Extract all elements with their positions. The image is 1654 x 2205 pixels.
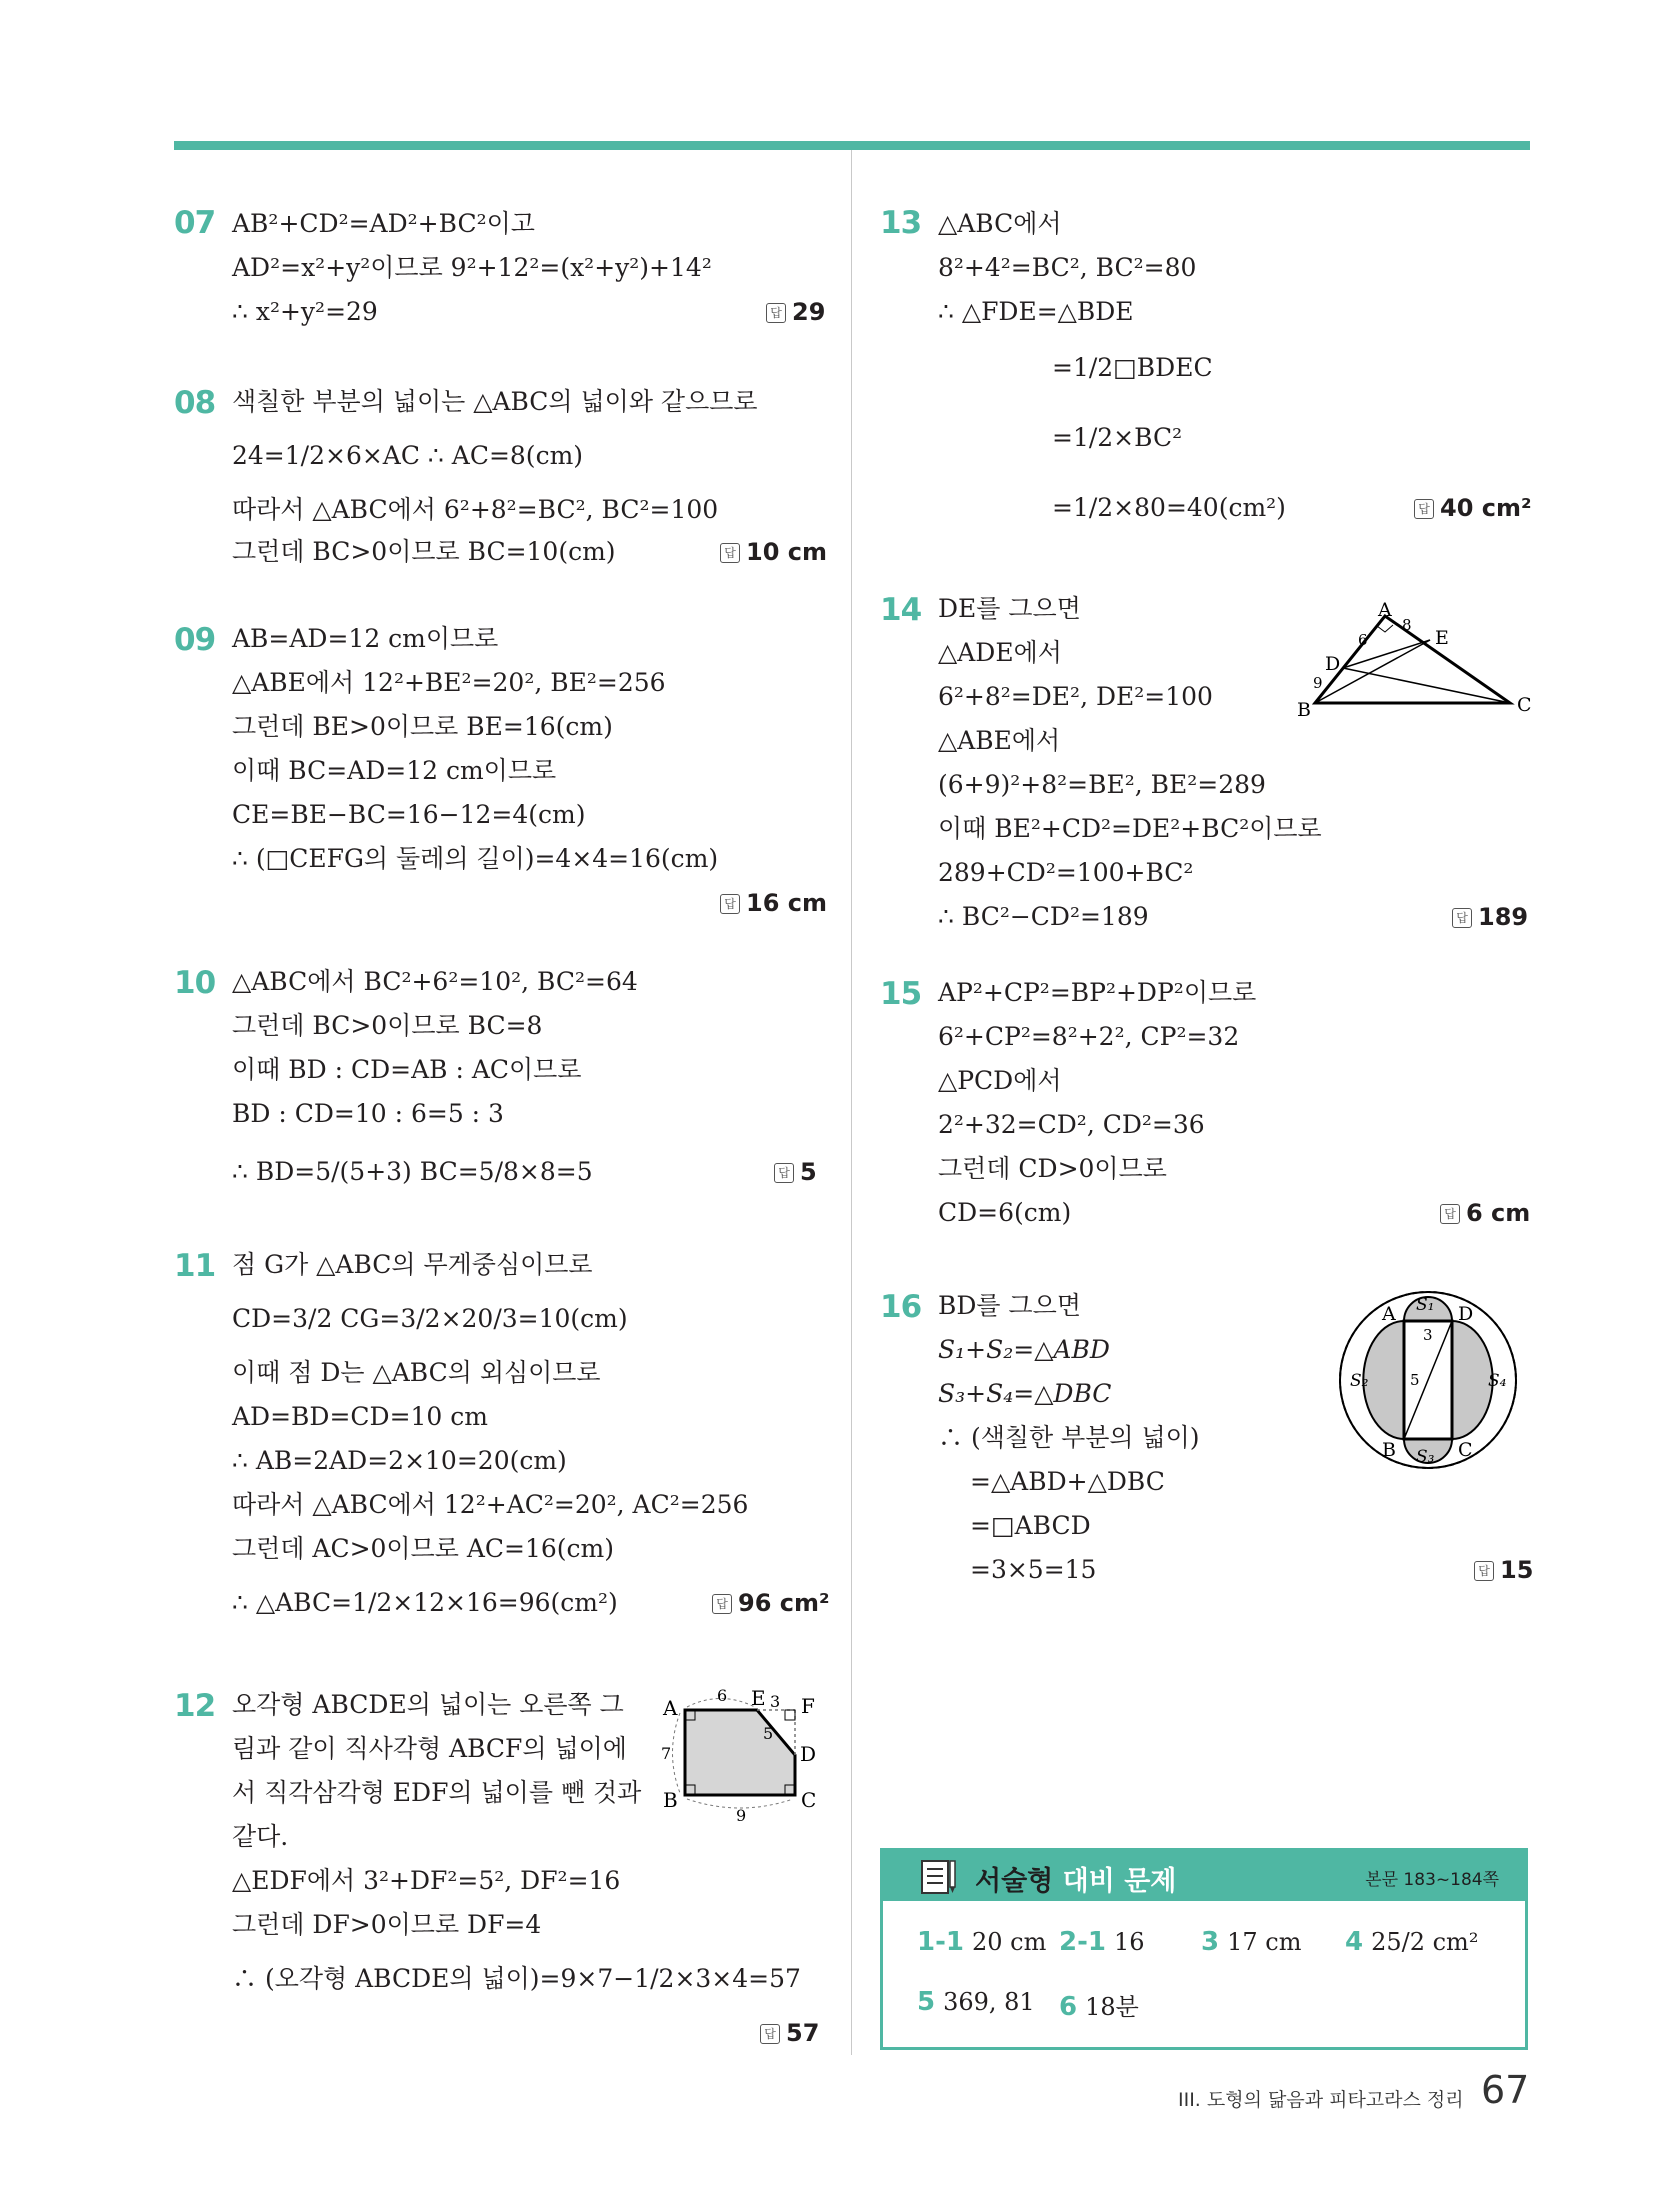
solution-line: △ABE에서	[938, 726, 1061, 755]
problem-number: 14	[880, 592, 922, 628]
solution-line: 그런데 BC>0이므로 BC=10(cm)	[232, 537, 616, 566]
problem-number: 09	[174, 622, 216, 658]
solution-line: 그런데 BC>0이므로 BC=8	[232, 1011, 543, 1040]
solution-line: △EDF에서 3²+DF²=5², DF²=16	[232, 1866, 621, 1895]
solution-line: =1/2×BC²	[1052, 423, 1183, 452]
problem-number: 15	[880, 976, 922, 1012]
solution-line: 그런데 CD>0이므로	[938, 1154, 1167, 1183]
solution-line: 점 G가 △ABC의 무게중심이므로	[232, 1250, 593, 1279]
solution-line: AD²=x²+y²이므로 9²+12²=(x²+y²)+14²	[232, 253, 712, 282]
solution-line: ∴ (색칠한 부분의 넓이)	[938, 1423, 1200, 1452]
solution-line: AB=AD=12 cm이므로	[232, 624, 499, 653]
fig12-length: 3	[770, 1692, 781, 1711]
solution-line: AB²+CD²=AD²+BC²이고	[232, 209, 535, 238]
fig14-length: 8	[1402, 616, 1412, 634]
solution-line: S₁+S₂=△ABD	[938, 1335, 1110, 1364]
answer-mark-icon: 답	[774, 1163, 794, 1183]
solution-line: 289+CD²=100+BC²	[938, 858, 1194, 887]
solution-line: ∴ △FDE=△BDE	[938, 297, 1134, 326]
solution-line: ∴ BD=5/(5+3) BC=5/8×8=5	[232, 1157, 593, 1186]
answer	[760, 2018, 819, 2048]
fig16-length: 3	[1423, 1326, 1433, 1344]
problem-number: 08	[174, 385, 216, 421]
solution-line: =3×5=15	[970, 1555, 1097, 1584]
essay-answer-item	[1059, 1987, 1139, 2022]
fig14-label: B	[1297, 699, 1311, 721]
essay-page-ref: 본문 183~184쪽	[1365, 1870, 1499, 1890]
answer	[766, 297, 825, 327]
figure-16-circles	[1330, 1280, 1530, 1480]
solution-line: CE=BE−BC=16−12=4(cm)	[232, 800, 586, 829]
solution-line: AD=BD=CD=10 cm	[232, 1402, 488, 1431]
solution-line: CD=3/2 CG=3/2×20/3=10(cm)	[232, 1304, 628, 1333]
fig12-label: F	[801, 1694, 815, 1718]
solution-line: =□ABCD	[970, 1511, 1091, 1540]
fig14-label: D	[1325, 653, 1341, 675]
answer	[1452, 902, 1528, 932]
footer-section-title: III. 도형의 닮음과 피타고라스 정리	[1178, 2089, 1464, 2111]
solution-line: 따라서 △ABC에서 12²+AC²=20², AC²=256	[232, 1490, 749, 1519]
answer-mark-icon: 답	[760, 2024, 780, 2044]
fig12-label: A	[663, 1696, 678, 1720]
essay-item-key: 4	[1345, 1927, 1364, 1957]
solution-line: ∴ x²+y²=29	[232, 297, 378, 326]
answer-value: 5	[800, 1158, 817, 1186]
solution-line: △PCD에서	[938, 1066, 1062, 1095]
fig16-length: 5	[1410, 1371, 1420, 1389]
essay-item-value: 16	[1113, 1928, 1145, 1956]
solution-line: 24=1/2×6×AC ∴ AC=8(cm)	[232, 441, 584, 470]
solution-line: =△ABD+△DBC	[970, 1467, 1165, 1496]
essay-item-value: 17 cm	[1227, 1928, 1302, 1956]
solution-line: =1/2×80=40(cm²)	[1052, 493, 1286, 522]
solution-line: 6²+CP²=8²+2², CP²=32	[938, 1022, 1240, 1051]
essay-item-key: 1-1	[917, 1927, 964, 1957]
answer-mark-icon: 답	[1440, 1204, 1460, 1224]
essay-title-part2: 대비 문제	[1062, 1866, 1177, 1897]
fig12-length: 5	[763, 1724, 774, 1743]
answer-value: 6 cm	[1466, 1199, 1531, 1227]
solution-line: (6+9)²+8²=BE², BE²=289	[938, 770, 1266, 799]
page-number: 67	[1481, 2068, 1530, 2112]
essay-item-value: 18분	[1085, 1993, 1139, 2021]
solution-line: 색칠한 부분의 넓이는 △ABC의 넓이와 같으므로	[232, 387, 758, 416]
answer	[720, 537, 827, 567]
answer	[720, 888, 827, 918]
fig12-length: 6	[717, 1686, 728, 1705]
solution-line: =1/2□BDEC	[1052, 353, 1213, 382]
essay-item-key: 5	[917, 1987, 936, 2017]
fig12-label: C	[801, 1788, 817, 1812]
solution-line: △ABC에서	[938, 209, 1062, 238]
essay-item-key: 3	[1201, 1927, 1220, 1957]
solution-line: △ABC에서 BC²+6²=10², BC²=64	[232, 967, 638, 996]
solution-line: 이때 점 D는 △ABC의 외심이므로	[232, 1358, 601, 1387]
figure-14-triangle	[1295, 598, 1540, 723]
solution-line: 이때 BE²+CD²=DE²+BC²이므로	[938, 814, 1322, 843]
solution-line: ∴ BC²−CD²=189	[938, 902, 1149, 931]
solution-line: ∴ AB=2AD=2×10=20(cm)	[232, 1446, 567, 1475]
answer	[774, 1157, 817, 1187]
essay-item-key: 6	[1059, 1992, 1078, 2022]
figure-12-pentagon	[655, 1685, 825, 1825]
solution-line: 6²+8²=DE², DE²=100	[938, 682, 1213, 711]
essay-item-key: 2-1	[1059, 1927, 1106, 1957]
fig14-length: 6	[1358, 631, 1368, 649]
fig12-length: 9	[736, 1806, 747, 1825]
answer-mark-icon: 답	[720, 543, 740, 563]
answer-value: 57	[786, 2019, 820, 2047]
fig12-label: D	[800, 1742, 817, 1766]
problem-number: 11	[174, 1248, 216, 1284]
problem-number: 16	[880, 1289, 922, 1325]
solution-line: AP²+CP²=BP²+DP²이므로	[938, 978, 1257, 1007]
fig14-length: 9	[1313, 674, 1323, 692]
solution-line: BD : CD=10 : 6=5 : 3	[232, 1099, 504, 1128]
fig14-label: C	[1517, 694, 1532, 716]
essay-prep-box	[880, 1848, 1528, 2050]
fig16-label: B	[1382, 1439, 1396, 1461]
answer-value: 29	[792, 298, 826, 326]
essay-answer-item	[917, 1987, 1035, 2017]
fig16-label: S₂	[1350, 1371, 1369, 1391]
answer-value: 15	[1500, 1556, 1534, 1584]
answer	[1414, 493, 1532, 523]
essay-item-value: 20 cm	[971, 1928, 1047, 1956]
essay-answer-item	[1059, 1927, 1145, 1957]
solution-line: 그런데 DF>0이므로 DF=4	[232, 1910, 542, 1939]
answer-mark-icon: 답	[1474, 1561, 1494, 1581]
answer-value: 10 cm	[746, 538, 827, 566]
answer-value: 189	[1478, 903, 1529, 931]
fig16-label: D	[1458, 1303, 1474, 1325]
fig16-label: S₁	[1416, 1295, 1435, 1315]
notepad-icon	[919, 1857, 959, 1897]
solution-line: ∴ (□CEFG의 둘레의 길이)=4×4=16(cm)	[232, 844, 719, 873]
solution-line: ∴ (오각형 ABCDE의 넓이)=9×7−1/2×3×4=57	[232, 1964, 801, 1993]
solution-line: BD를 그으면	[938, 1291, 1081, 1320]
essay-title	[975, 1859, 1176, 1898]
essay-header	[883, 1851, 1525, 1901]
solution-line: ∴ △ABC=1/2×12×16=96(cm²)	[232, 1588, 618, 1617]
essay-answer-item	[917, 1927, 1046, 1957]
fig12-length: 7	[661, 1744, 672, 1763]
fig12-label: B	[663, 1788, 678, 1812]
solution-line: 림과 같이 직사각형 ABCF의 넓이에	[232, 1734, 627, 1763]
solution-line: 그런데 AC>0이므로 AC=16(cm)	[232, 1534, 614, 1563]
answer-mark-icon: 답	[1452, 908, 1472, 928]
answer-mark-icon: 답	[712, 1594, 732, 1614]
fig16-label: S₃	[1416, 1447, 1435, 1467]
solution-line: 서 직각삼각형 EDF의 넓이를 뺀 것과	[232, 1778, 642, 1807]
solution-line: 같다.	[232, 1822, 289, 1851]
essay-item-value: 25/2 cm²	[1371, 1928, 1479, 1956]
answer	[1474, 1555, 1533, 1585]
answer-value: 16 cm	[746, 889, 827, 917]
problem-number: 13	[880, 205, 922, 241]
answer-value: 40 cm²	[1440, 494, 1532, 522]
solution-line: DE를 그으면	[938, 594, 1081, 623]
fig14-label: A	[1378, 599, 1392, 621]
answer-mark-icon: 답	[1414, 499, 1434, 519]
essay-title-part1: 서술형	[975, 1866, 1054, 1897]
problem-number: 07	[174, 205, 216, 241]
solution-line: S₃+S₄=△DBC	[938, 1379, 1112, 1408]
solution-line: CD=6(cm)	[938, 1198, 1072, 1227]
solution-line: 8²+4²=BC², BC²=80	[938, 253, 1197, 282]
answer	[712, 1588, 830, 1618]
answer-mark-icon: 답	[766, 303, 786, 323]
column-divider	[851, 150, 852, 2055]
solution-line: 이때 BD : CD=AB : AC이므로	[232, 1055, 582, 1084]
problem-number: 10	[174, 965, 216, 1001]
fig12-label: E	[751, 1686, 766, 1710]
fig16-label: C	[1458, 1439, 1473, 1461]
problem-number: 12	[174, 1688, 216, 1724]
solution-line: △ADE에서	[938, 638, 1062, 667]
essay-item-value: 369, 81	[943, 1988, 1035, 2016]
fig14-label: E	[1435, 627, 1449, 649]
solution-line: 이때 BC=AD=12 cm이므로	[232, 756, 557, 785]
essay-answer-item	[1345, 1927, 1478, 1957]
answer-value: 96 cm²	[738, 1589, 830, 1617]
solution-line: 그런데 BE>0이므로 BE=16(cm)	[232, 712, 613, 741]
solution-line: △ABE에서 12²+BE²=20², BE²=256	[232, 668, 666, 697]
solution-line: 오각형 ABCDE의 넓이는 오른쪽 그	[232, 1690, 624, 1719]
solution-line: 2²+32=CD², CD²=36	[938, 1110, 1205, 1139]
essay-answer-item	[1201, 1927, 1301, 1957]
solution-line: 따라서 △ABC에서 6²+8²=BC², BC²=100	[232, 495, 719, 524]
fig16-label: A	[1382, 1303, 1396, 1325]
answer	[1440, 1198, 1530, 1228]
answer-mark-icon: 답	[720, 894, 740, 914]
top-accent-bar	[174, 141, 1530, 150]
fig16-label: S₄	[1488, 1371, 1507, 1391]
